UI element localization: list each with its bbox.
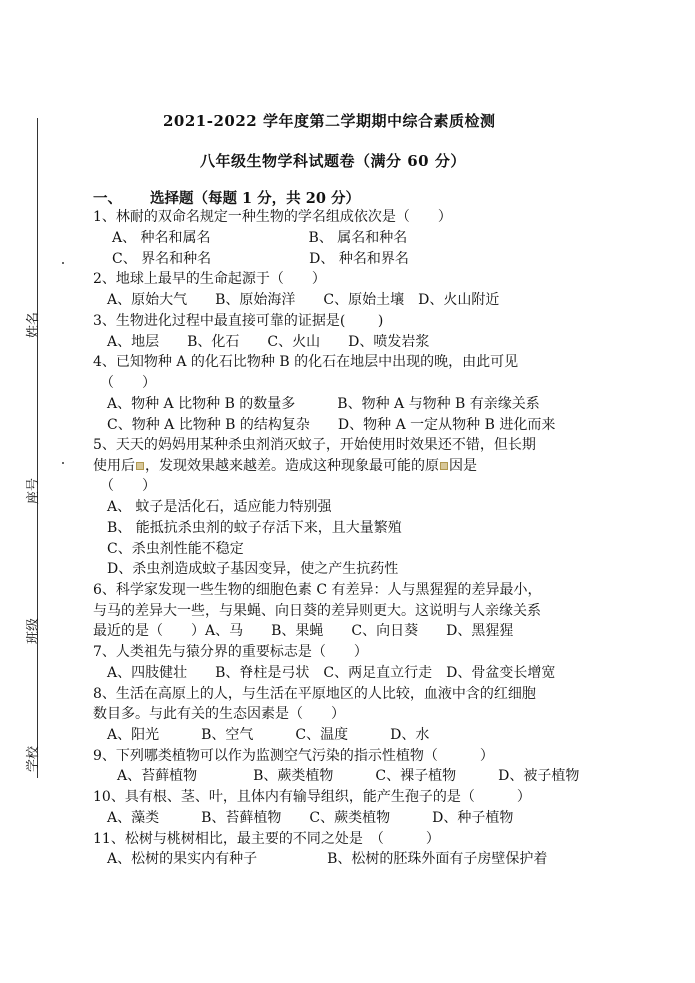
- q5-bracket: （ ）: [100, 478, 156, 494]
- section-number: 一、: [93, 190, 122, 207]
- q5-option-a: A、 蚊子是活化石，适应能力特别强: [107, 499, 332, 515]
- q3-options: A、地层 B、化石 C、火山 D、喷发岩浆: [107, 334, 430, 350]
- q2-options: A、原始大气 B、原始海洋 C、原始土壤 D、火山附近: [107, 292, 500, 308]
- q1-options-cd: C、 界名和种名 D、 种名和界名: [112, 251, 409, 267]
- q5-stem-2b: ，发现效果越来越差。造成这种现象最可能的原: [145, 458, 439, 474]
- q6-stem-1: 6、科学家发现一些生物的细胞色素 C 有差异：人与黑猩猩的差异最小，: [93, 582, 542, 598]
- q6-stem-3: 最近的是（ ）A、马 B、果蝇 C、向日葵 D、黑猩猩: [93, 623, 514, 639]
- q9-stem: 9、下列哪类植物可以作为监测空气污染的指示性植物（ ）: [93, 748, 494, 764]
- q8-stem-1: 8、生活在高原上的人，与生活在平原地区的人比较，血液中含的红细胞: [93, 686, 536, 702]
- image-mark-icon: [136, 462, 144, 470]
- image-mark-icon: [440, 462, 448, 470]
- class-label: 班级: [26, 617, 41, 644]
- margin-dot: [62, 262, 64, 264]
- q1-options-ab: A、 种名和属名 B、 属名和种名: [112, 230, 408, 246]
- q8-options: A、阳光 B、空气 C、温度 D、水: [107, 727, 430, 743]
- q5-stem-2c: 因是: [449, 458, 477, 474]
- q7-stem: 7、人类祖先与猿分界的重要标志是（ ）: [93, 644, 368, 660]
- q10-stem: 10、具有根、茎、叶，且体内有输导组织，能产生孢子的是（ ）: [93, 789, 531, 805]
- q5-option-d: D、杀虫剂造成蚊子基因变异，使之产生抗药性: [107, 561, 399, 577]
- q10-options: A、藻类 B、苔藓植物 C、蕨类植物 D、种子植物: [107, 810, 514, 826]
- q5-stem-1: 5、天天的妈妈用某种杀虫剂消灭蚊子，开始使用时效果还不错，但长期: [93, 437, 536, 453]
- name-label: 姓名: [26, 311, 41, 338]
- q2-stem: 2、地球上最早的生命起源于（ ）: [93, 271, 326, 287]
- q8-stem-2: 数目多。与此有关的生态因素是（ ）: [93, 706, 345, 722]
- q7-options: A、四肢健壮 B、脊柱是弓状 C、两足直立行走 D、骨盆变长增宽: [107, 665, 556, 681]
- margin-dot: [62, 462, 64, 464]
- q4-stem: 4、已知物种 A 的化石比物种 B 的化石在地层中出现的晚，由此可见: [93, 354, 519, 370]
- section-heading: [93, 187, 360, 208]
- q4-options-ab: A、物种 A 比物种 B 的数量多 B、物种 A 与物种 B 有亲缘关系: [107, 396, 540, 412]
- binding-line: [37, 118, 38, 778]
- school-label: 学校: [26, 745, 41, 772]
- q4-options-cd: C、物种 A 比物种 B 的结构复杂 D、物种 A 一定从物种 B 进化而来: [107, 417, 556, 433]
- q4-bracket: （ ）: [100, 375, 156, 391]
- section-title: 选择题（每题 1 分，共 20 分）: [150, 190, 360, 207]
- q11-options-ab: A、松树的果实内有种子 B、松树的胚珠外面有子房壁保护着: [107, 851, 548, 867]
- exam-title: 2021-2022 学年度第二学期期中综合素质检测: [163, 112, 496, 130]
- q5-option-c: C、杀虫剂性能不稳定: [107, 541, 244, 557]
- q3-stem: 3、生物进化过程中最直接可靠的证据是( ): [93, 313, 384, 329]
- q5-stem-2: [93, 456, 477, 476]
- seat-label: 座号: [26, 477, 41, 504]
- q5-stem-2a: 使用后: [93, 458, 135, 474]
- exam-subtitle: 八年级生物学科试题卷（满分 60 分）: [200, 152, 466, 170]
- q5-option-b: B、 能抵抗杀虫剂的蚊子存活下来，且大量繁殖: [107, 520, 402, 536]
- q9-options: A、苔藓植物 B、蕨类植物 C、裸子植物 D、被子植物: [117, 768, 580, 784]
- q11-stem: 11、松树与桃树相比，最主要的不同之处是 （ ）: [93, 831, 440, 847]
- q6-stem-2: 与马的差异大一些，与果蝇、向日葵的差异则更大。这说明与人亲缘关系: [93, 603, 541, 619]
- q1-stem: 1、林耐的双命名规定一种生物的学名组成依次是（ ）: [93, 209, 452, 225]
